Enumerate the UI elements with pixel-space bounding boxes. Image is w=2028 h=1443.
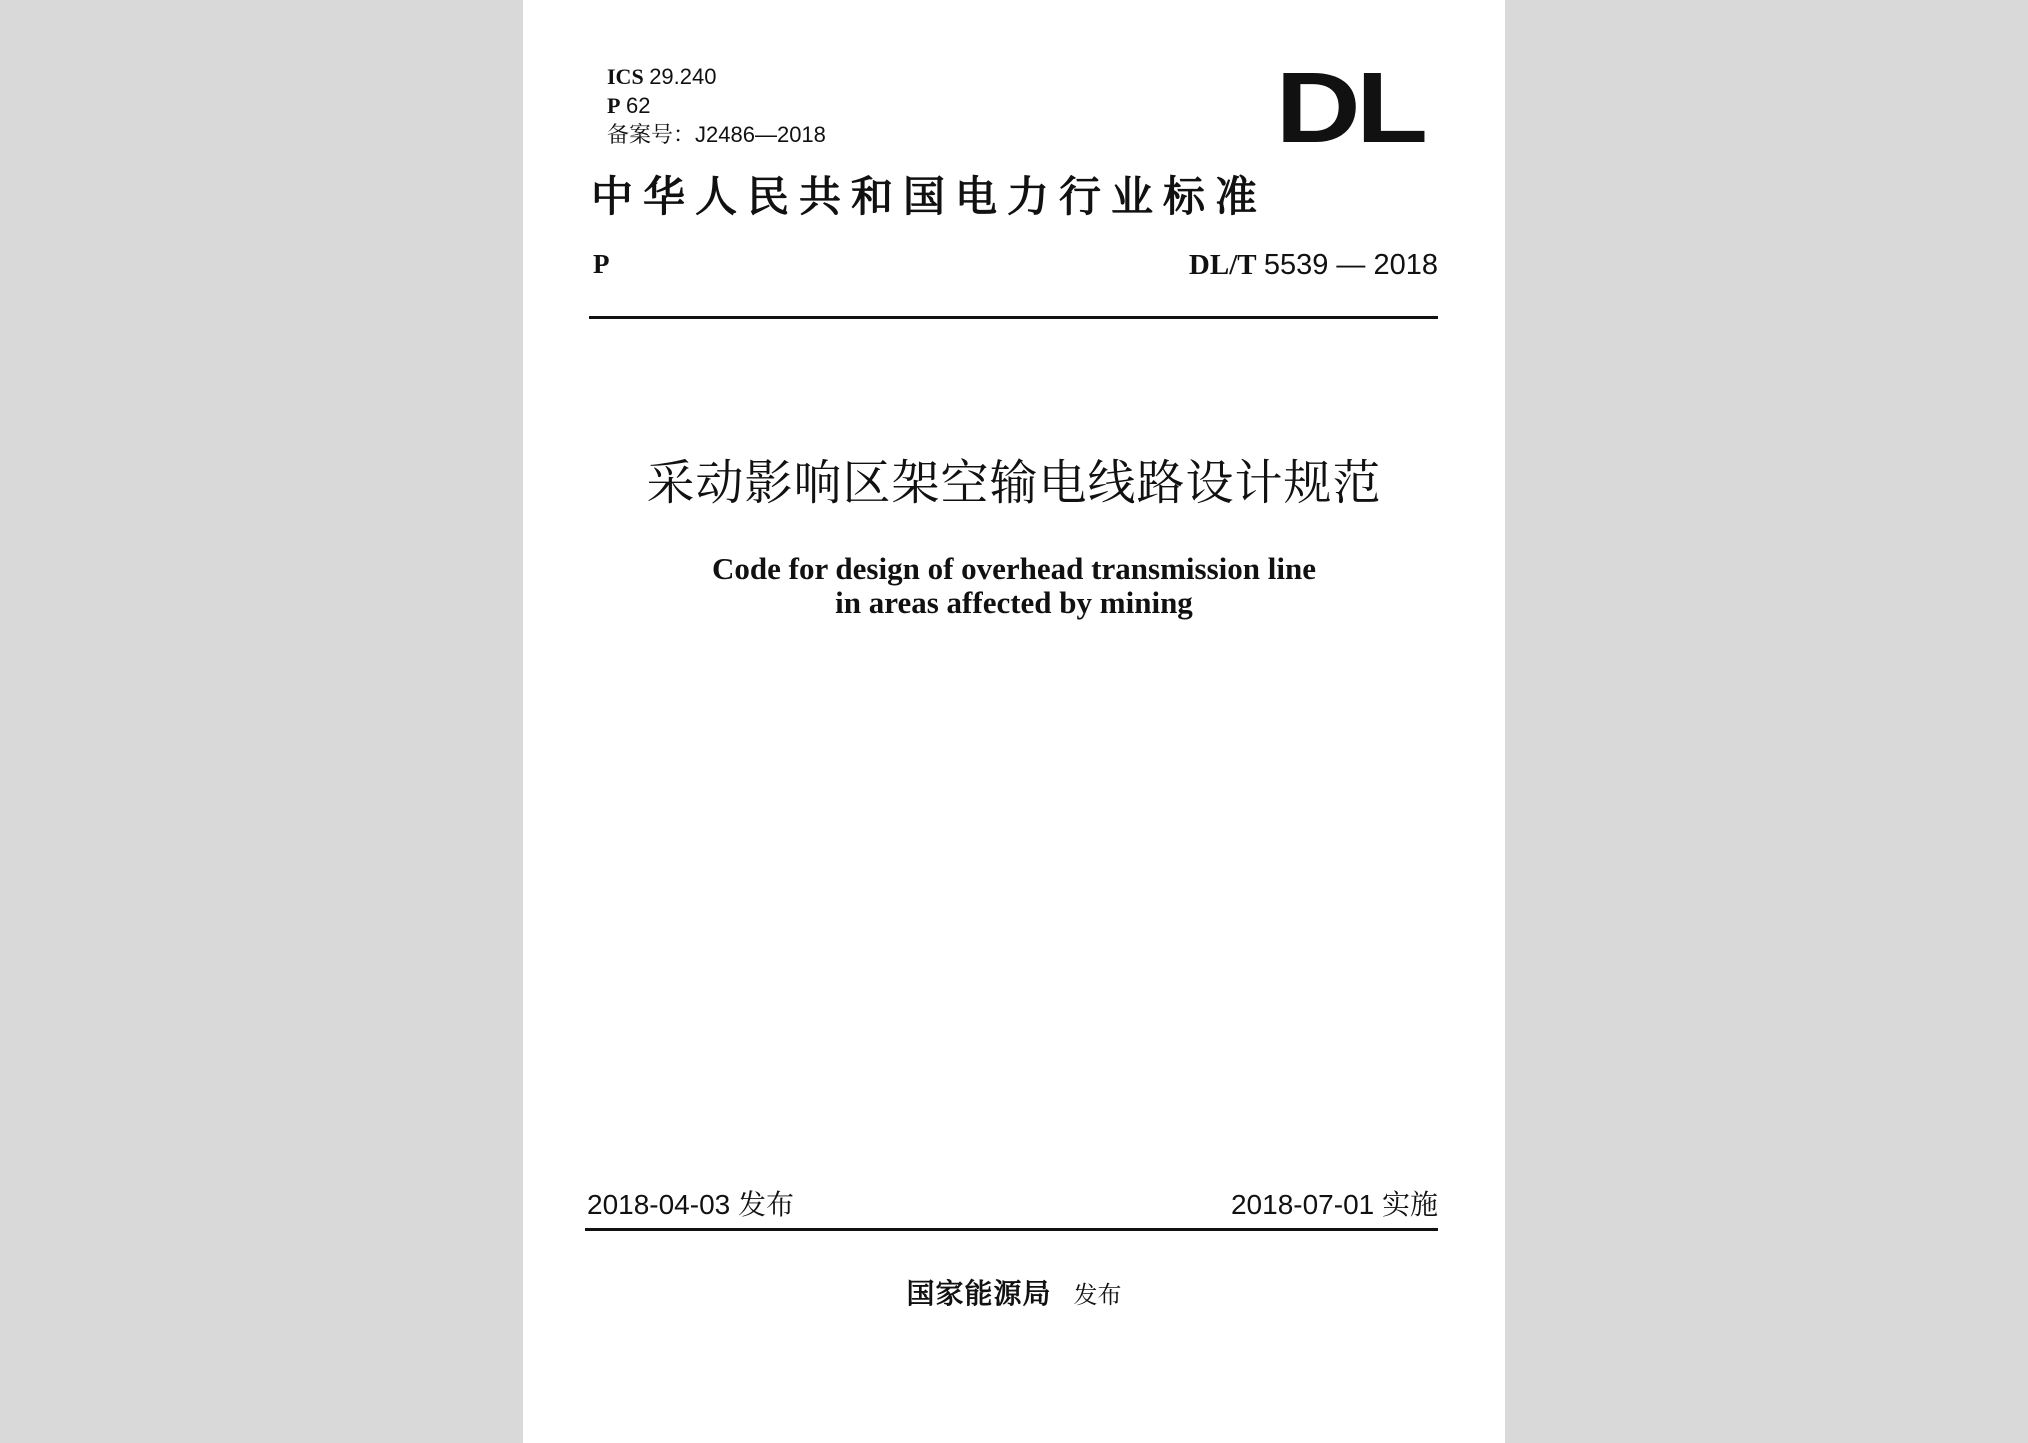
- english-title: [523, 552, 1505, 620]
- top-divider: [589, 316, 1438, 319]
- english-title-line-1: Code for design of overhead transmission line: [712, 551, 1316, 586]
- filing-number: 备案号：J2486—2018: [607, 122, 826, 147]
- ics-code: ICS 29.240: [607, 64, 717, 89]
- document-page: [523, 0, 1505, 1443]
- bottom-divider: [585, 1228, 1438, 1231]
- dl-logo: DL: [1275, 52, 1423, 164]
- english-title-line-2: in areas affected by mining: [835, 585, 1193, 620]
- classification-code: P 62: [607, 93, 651, 118]
- implementation-date: 2018-07-01 实施: [1230, 1189, 1438, 1220]
- class-code: P: [593, 249, 610, 279]
- publisher: [523, 1276, 1505, 1313]
- chinese-title: 采动影响区架空输电线路设计规范: [646, 455, 1382, 511]
- industry-standard-title: 中华人民共和国电力行业标准: [591, 172, 1268, 221]
- issue-date: 2018-04-03 发布: [587, 1189, 795, 1220]
- publisher-org: 国家能源局: [906, 1277, 1052, 1310]
- standard-number: DL/T 5539 — 2018: [1188, 249, 1438, 281]
- publisher-action: 发布: [1073, 1281, 1122, 1309]
- header-metadata: [607, 62, 826, 149]
